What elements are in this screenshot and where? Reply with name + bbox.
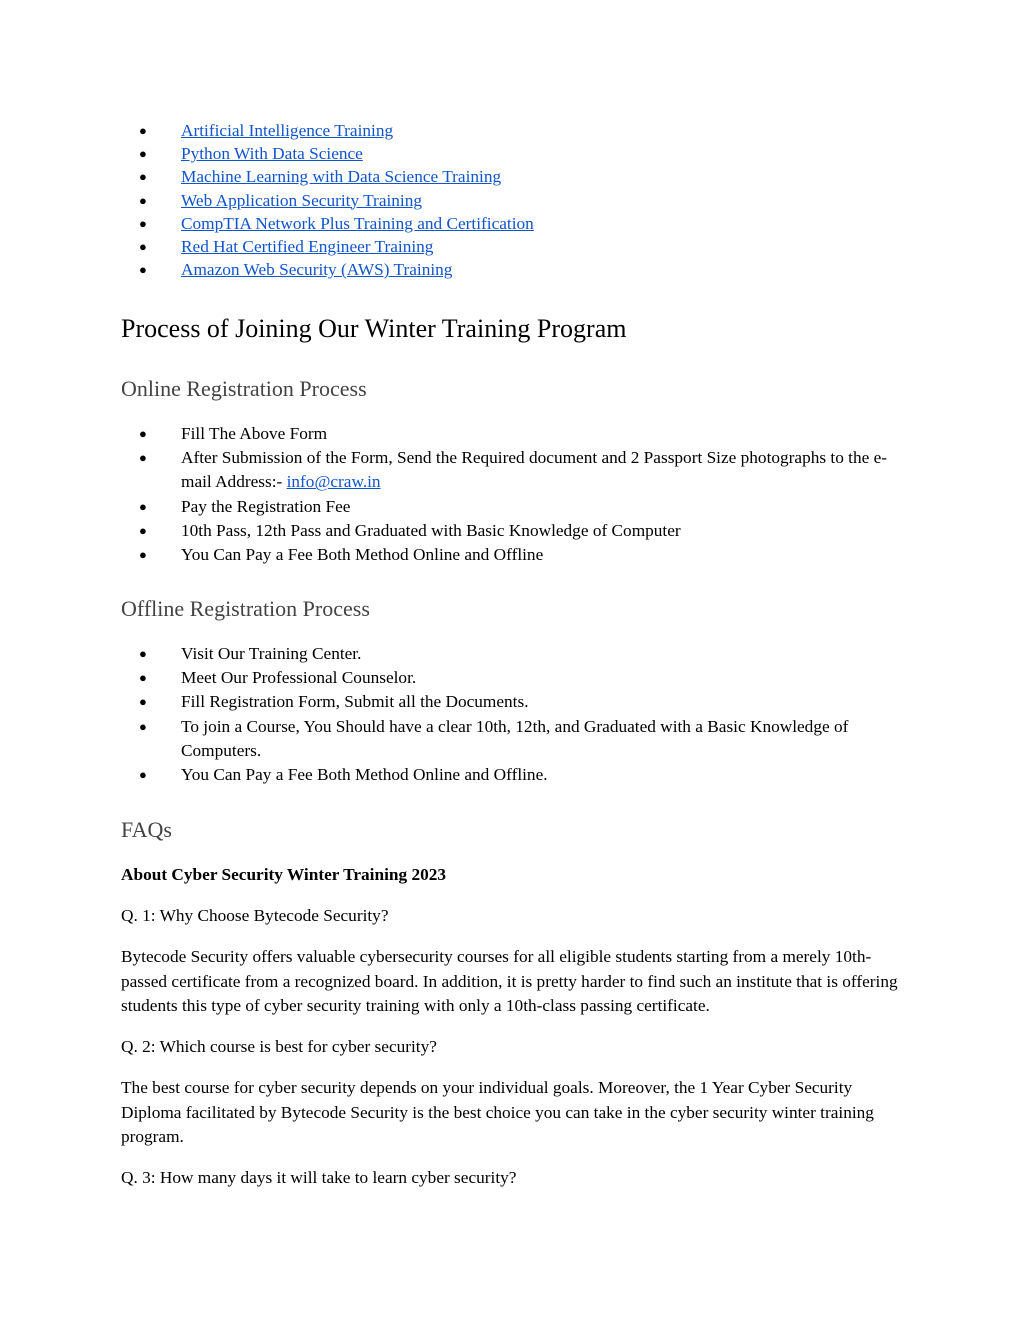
list-item <box>121 763 911 787</box>
link-comptia-network-plus[interactable]: CompTIA Network Plus Training and Certification <box>181 213 534 233</box>
list-item <box>121 446 911 494</box>
link-web-app-security[interactable]: Web Application Security Training <box>181 190 423 210</box>
faq-question-1: Q. 1: Why Choose Bytecode Security? <box>121 906 389 925</box>
faq-answer-1: Bytecode Security offers valuable cybersecurity courses for all eligible students starting from a merely 10th-passed certificate from a recognized board. In addition, it is pretty harder to find such an institute that is offering students this type of cyber security training with only a 10th-class passing certificate. <box>121 947 898 1015</box>
bullet-icon: ● <box>139 123 147 138</box>
link-python-data-science[interactable]: Python With Data Science <box>181 144 363 164</box>
list-item-text: You Can Pay a Fee Both Method Online and Offline. <box>181 765 548 785</box>
list-item-text: 10th Pass, 12th Pass and Graduated with Basic Knowledge of Computer <box>181 520 681 540</box>
bullet-icon: ● <box>139 426 147 441</box>
bullet-icon: ● <box>139 646 147 661</box>
list-item-text: Pay the Registration Fee <box>181 496 351 516</box>
list-item <box>121 119 911 142</box>
bullet-icon: ● <box>139 146 147 162</box>
list-item-text: Fill The Above Form <box>181 424 328 443</box>
faq-question-2: Q. 2: Which course is best for cyber security? <box>121 1037 437 1056</box>
bullet-icon: ● <box>139 215 147 231</box>
offline-registration-heading: Offline Registration Process <box>121 596 370 621</box>
bullet-icon: ● <box>139 498 147 514</box>
list-item <box>121 142 911 165</box>
list-item <box>121 519 911 543</box>
bullet-icon: ● <box>139 192 147 208</box>
online-registration-heading: Online Registration Process <box>121 376 367 401</box>
list-item <box>121 165 911 188</box>
list-item-text: You Can Pay a Fee Both Method Online and Offline <box>181 545 544 565</box>
list-item-text: Fill Registration Form, Submit all the Documents. <box>181 692 529 712</box>
link-ai-training[interactable]: Artificial Intelligence Training <box>181 121 394 140</box>
email-link[interactable]: info@craw.in <box>286 472 381 492</box>
link-red-hat-engineer[interactable]: Red Hat Certified Engineer Training <box>181 237 434 257</box>
list-item-text: Meet Our Professional Counselor. <box>181 668 417 688</box>
faq-question-3: Q. 3: How many days it will take to learn cyber security? <box>121 1168 517 1187</box>
process-heading: Process of Joining Our Winter Training Program <box>121 314 627 343</box>
list-item-text: To join a Course, You Should have a clear 10th, 12th, and Graduated with a Basic Knowledge of Computers. <box>181 716 849 760</box>
link-aws-training[interactable]: Amazon Web Security (AWS) Training <box>181 260 453 280</box>
list-item <box>121 642 911 666</box>
list-item <box>121 715 911 763</box>
bullet-icon: ● <box>139 239 147 255</box>
bullet-icon: ● <box>139 522 147 538</box>
bullet-icon: ● <box>139 262 147 278</box>
bullet-icon: ● <box>139 718 147 734</box>
faq-answer-2: The best course for cyber security depends on your individual goals. Moreover, the 1 Year Cyber Security Diploma facilitated by Bytecode Security is the best choice you can take in the cyber security winter training program. <box>121 1078 874 1146</box>
bullet-icon: ● <box>139 450 147 466</box>
list-item <box>121 495 911 519</box>
list-item-text: After Submission of the Form, Send the Required document and 2 Passport Size photographs to the e-mail Address:- <box>181 448 888 492</box>
bullet-icon: ● <box>139 169 147 185</box>
list-item <box>121 189 911 212</box>
faqs-heading: FAQs <box>121 817 172 842</box>
online-registration-list <box>121 422 911 567</box>
training-links-list <box>121 119 911 281</box>
bullet-icon: ● <box>139 670 147 686</box>
list-item <box>121 258 911 281</box>
list-item <box>121 212 911 235</box>
bullet-icon: ● <box>139 694 147 710</box>
list-item <box>121 690 911 714</box>
offline-registration-list <box>121 642 911 787</box>
link-machine-learning[interactable]: Machine Learning with Data Science Training <box>181 167 502 187</box>
list-item <box>121 666 911 690</box>
bullet-icon: ● <box>139 547 147 563</box>
list-item <box>121 235 911 258</box>
list-item-text: Visit Our Training Center. <box>181 644 362 663</box>
bullet-icon: ● <box>139 767 147 783</box>
list-item <box>121 543 911 567</box>
list-item <box>121 422 911 446</box>
faqs-subheading: About Cyber Security Winter Training 2023 <box>121 865 447 884</box>
